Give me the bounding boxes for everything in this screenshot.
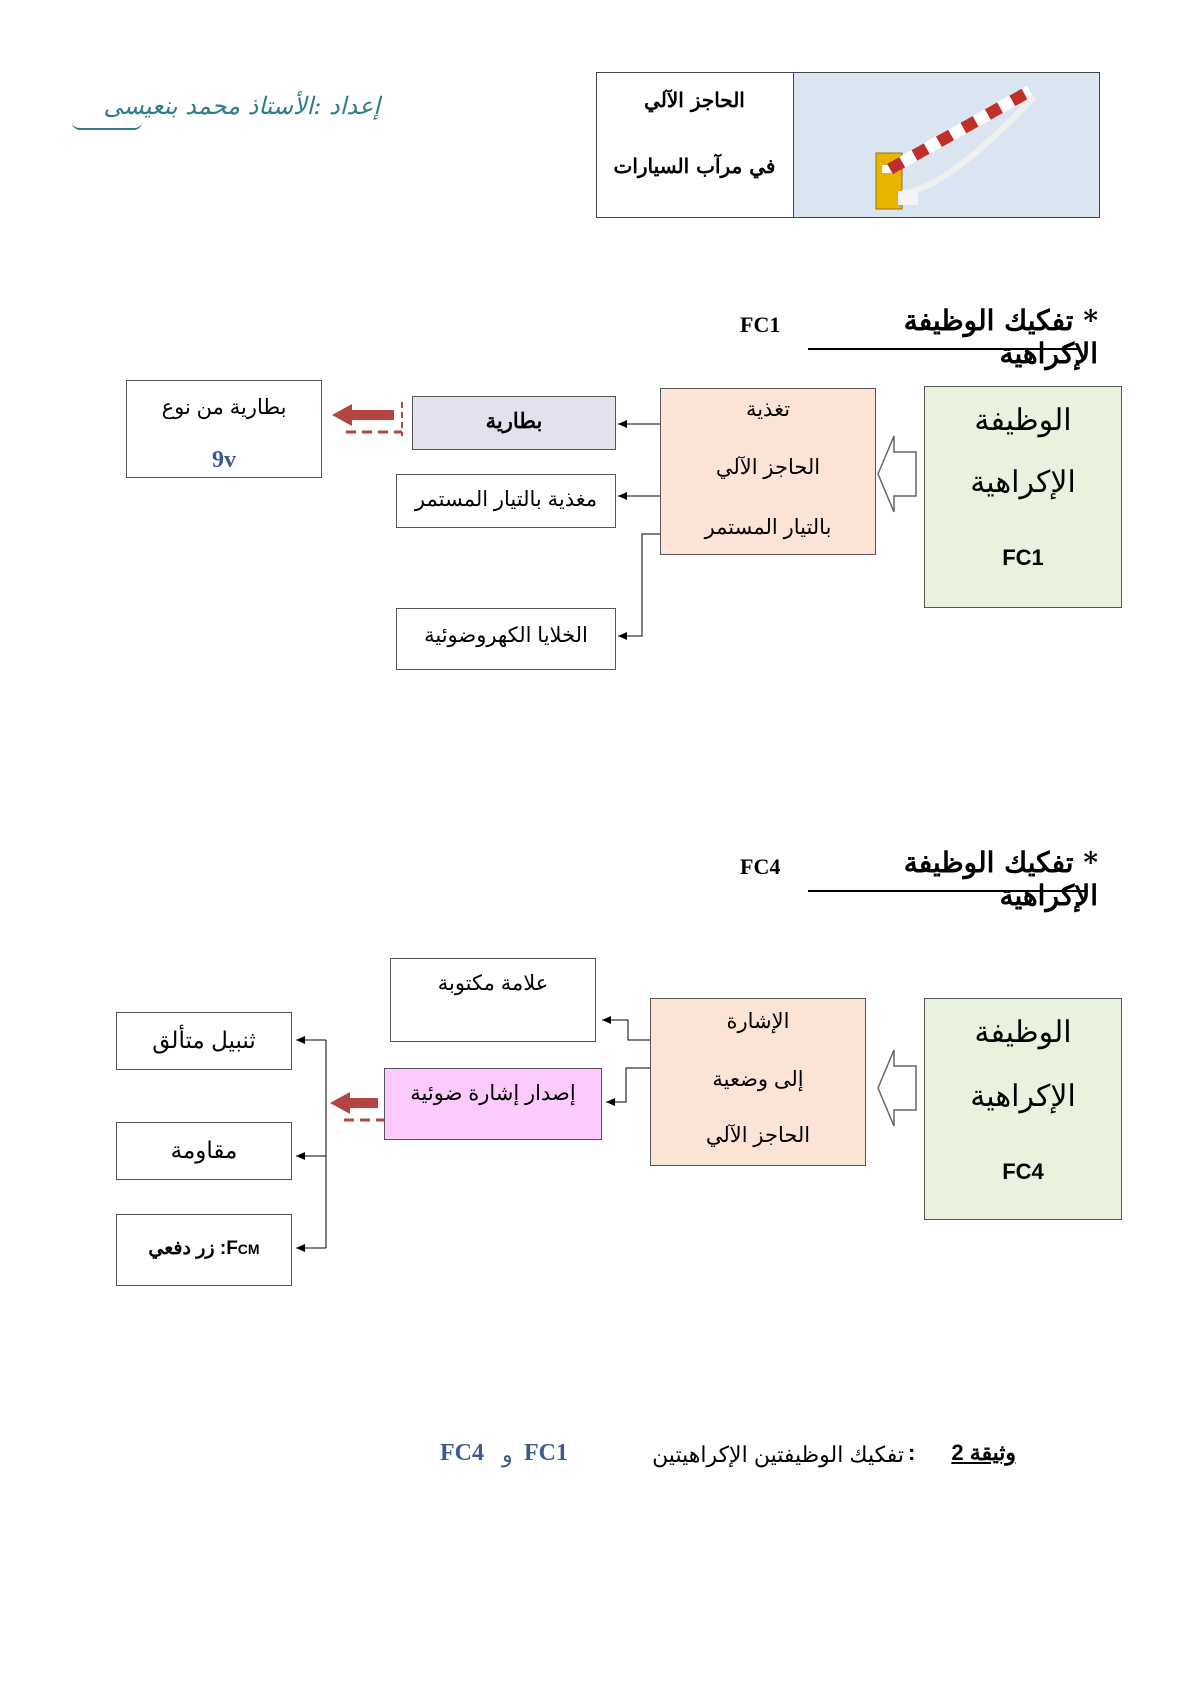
fc4-component-blinker-label: ثنبيل متألق (152, 1027, 256, 1053)
caption-text: تفكيك الوظيفتين الإكراهيتين (652, 1442, 904, 1467)
fc4-component-resistor-label: مقاومة (170, 1137, 238, 1163)
fc1-code-label: FC1 (740, 312, 781, 337)
fc4-selection-arrow-icon (330, 1092, 384, 1120)
caption-code1: FC1 (524, 1440, 568, 1466)
document-caption (440, 1440, 1016, 1480)
fc4-option-written-mark-label: علامة مكتوبة (437, 972, 549, 995)
fc1-sub-line3: بالتيار المستمر (704, 516, 832, 539)
fc1-option-battery (412, 396, 616, 450)
fc1-section-title: * تفكيك الوظيفة الإكراهية (903, 304, 1098, 370)
fc1-choice-box (126, 380, 322, 478)
fc4-connector-written (602, 1020, 650, 1040)
fc1-hollow-arrow (880, 396, 918, 500)
fc1-sub-line1: تغذية (745, 398, 791, 421)
fc4-section-title: * تفكيك الوظيفة الإكراهية (903, 846, 1098, 912)
caption-and: و (502, 1442, 513, 1467)
fc1-option-battery-label: بطارية (485, 410, 543, 433)
header-title-line2: في مرآب السيارات (613, 154, 776, 178)
fc1-option-solar-label: الخلايا الكهروضوئية (424, 624, 588, 647)
fc1-choice-line1: بطارية من نوع (161, 396, 287, 419)
fc4-big-arrow-icon (878, 1050, 916, 1126)
fc1-connector-solar (618, 534, 660, 636)
fc1-function-box (924, 386, 1122, 608)
header-title (596, 72, 794, 218)
fc4-function-line2: الإكراهية (970, 1079, 1076, 1114)
fc4-button-subscript: CM (237, 1241, 260, 1257)
fc4-button-symbol: F (226, 1238, 238, 1259)
header-title-line1: الحاجز الآلي (644, 88, 745, 112)
fc4-option-light-signal-label: إصدار إشارة ضوئية (410, 1082, 576, 1105)
fc1-option-solar (396, 608, 616, 670)
fc1-option-dc-supply-label: مغذية بالتيار المستمر (414, 488, 598, 511)
fc4-component-blinker (116, 1012, 292, 1070)
fc4-component-push-button (116, 1214, 292, 1286)
fc4-button-arabic: : زر دفعي (148, 1238, 227, 1259)
fc4-sub-line2: إلى وضعية (712, 1068, 804, 1091)
fc4-function-code: FC4 (1002, 1159, 1044, 1184)
fc1-function-line1: الوظيفة (974, 403, 1072, 438)
author-flourish (72, 122, 142, 130)
fc1-option-dc-supply (396, 474, 616, 528)
fc4-sub-line3: الحاجز الآلي (705, 1124, 811, 1147)
fc4-component-resistor (116, 1122, 292, 1180)
caption-code2: FC4 (440, 1440, 484, 1466)
fc4-title-underline (808, 890, 1086, 892)
fc4-function-box (924, 998, 1122, 1220)
parking-barrier-icon (794, 73, 1099, 217)
fc1-function-code: FC1 (1002, 545, 1044, 570)
fc4-option-written-mark (390, 958, 596, 1042)
author-credit: إعداد :الأستاذ محمد بنعيسى (103, 92, 380, 120)
fc4-subfunction-box (650, 998, 866, 1166)
fc1-title-underline (808, 348, 1080, 350)
fc1-choice-line2: 9v (212, 447, 236, 473)
fc1-selection-arrow-icon (332, 402, 402, 436)
fc4-function-line1: الوظيفة (974, 1015, 1072, 1050)
fc1-big-arrow-icon (878, 436, 916, 512)
fc4-sub-line1: الإشارة (726, 1010, 790, 1033)
fc1-function-line2: الإكراهية (970, 465, 1076, 500)
caption-doc-label: وثيقة 2 (951, 1440, 1016, 1465)
fc4-component-push-button-label (117, 1237, 291, 1260)
fc1-subfunction-box (660, 388, 876, 555)
fc1-sub-line2: الحاجز الآلي (715, 456, 821, 479)
fc4-code-label: FC4 (740, 854, 781, 879)
fc4-option-light-signal (384, 1068, 602, 1140)
caption-colon: : (908, 1440, 916, 1465)
fc4-connector-light (606, 1068, 650, 1102)
